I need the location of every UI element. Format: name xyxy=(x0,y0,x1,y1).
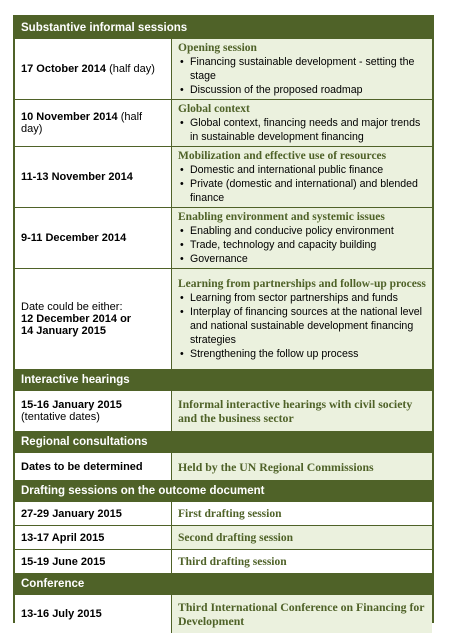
bullet-item: • Enabling and conducive policy environment xyxy=(178,224,426,238)
date-text: 13-16 July 2015 xyxy=(21,608,102,620)
bullet-list xyxy=(178,116,426,144)
date-cell xyxy=(15,147,172,207)
bullet-item: • Financing sustainable development - setting the stage xyxy=(178,55,426,83)
date-cell xyxy=(15,526,172,549)
table-row xyxy=(15,550,432,573)
date-prefix: Date could be either: xyxy=(21,301,123,313)
session-title: Third International Conference on Financing for Development xyxy=(178,600,425,628)
content-cell xyxy=(172,502,432,525)
section-header-row xyxy=(15,481,432,501)
section-header-row xyxy=(15,370,432,390)
date-cell xyxy=(15,269,172,369)
content-cell xyxy=(172,453,432,480)
session-title: Third drafting session xyxy=(178,555,287,568)
date-text: 9-11 December 2014 xyxy=(21,232,127,244)
bullet-item: • Trade, technology and capacity building xyxy=(178,238,426,252)
table-row xyxy=(15,526,432,549)
date-text: 10 November 2014 xyxy=(21,111,118,123)
date-cell xyxy=(15,502,172,525)
date-cell xyxy=(15,453,172,480)
content-cell xyxy=(172,595,432,633)
bullet-item: • Strengthening the follow up process xyxy=(178,347,426,361)
content-cell xyxy=(172,100,432,146)
content-cell xyxy=(172,526,432,549)
bullet-item: • Governance xyxy=(178,252,426,266)
session-title: Opening session xyxy=(178,42,257,54)
content-cell xyxy=(172,39,432,99)
section-header-row xyxy=(15,432,432,452)
date-text: 15-16 January 2015 xyxy=(21,399,122,411)
date-text: 13-17 April 2015 xyxy=(21,531,105,544)
session-title: Learning from partnerships and follow-up process xyxy=(178,278,426,290)
section-header-conference: Conference xyxy=(15,574,432,594)
table-row xyxy=(15,391,432,431)
content-cell xyxy=(172,391,432,431)
date-cell xyxy=(15,391,172,431)
date-note: (tentative dates) xyxy=(21,411,100,423)
bullet-list xyxy=(178,163,426,205)
bullet-item: • Private (domestic and international) and blended finance xyxy=(178,177,426,205)
session-title: Mobilization and effective use of resources xyxy=(178,150,387,162)
date-text: 27-29 January 2015 xyxy=(21,507,122,520)
schedule-table xyxy=(15,17,432,634)
section-header-substantive: Substantive informal sessions xyxy=(15,18,432,38)
bullet-list xyxy=(178,224,426,266)
bullet-item: • Discussion of the proposed roadmap xyxy=(178,83,426,97)
session-title: Enabling environment and systemic issues xyxy=(178,211,385,223)
date-text: 12 December 2014 or xyxy=(21,313,132,325)
table-row xyxy=(15,100,432,146)
table-row xyxy=(15,39,432,99)
date-cell xyxy=(15,39,172,99)
content-cell xyxy=(172,550,432,573)
session-title: Second drafting session xyxy=(178,531,294,544)
date-note: (half day) xyxy=(21,111,143,135)
content-cell xyxy=(172,147,432,207)
bullet-item: • Interplay of financing sources at the national level and national sustainable development financing strategies xyxy=(178,305,426,347)
session-title: Informal interactive hearings with civil society and the business sector xyxy=(178,397,413,425)
date-cell xyxy=(15,595,172,633)
table-row xyxy=(15,595,432,633)
bullet-item: • Domestic and international public finance xyxy=(178,163,426,177)
table-row xyxy=(15,208,432,268)
date-text: 14 January 2015 xyxy=(21,325,107,337)
session-title: Held by the UN Regional Commissions xyxy=(178,459,374,474)
table-row xyxy=(15,269,432,369)
table-row xyxy=(15,502,432,525)
table-row xyxy=(15,453,432,480)
section-header-drafting: Drafting sessions on the outcome document xyxy=(15,481,432,501)
table-row xyxy=(15,147,432,207)
section-header-row xyxy=(15,574,432,594)
date-cell xyxy=(15,100,172,146)
content-cell xyxy=(172,208,432,268)
date-text: 15-19 June 2015 xyxy=(21,555,106,568)
bullet-item: • Learning from sector partnerships and funds xyxy=(178,291,426,305)
session-title: First drafting session xyxy=(178,507,282,520)
section-header-row xyxy=(15,18,432,38)
section-header-hearings: Interactive hearings xyxy=(15,370,432,390)
date-note: (half day) xyxy=(109,63,155,75)
date-text: Dates to be determined xyxy=(21,460,143,473)
bullet-item: • Global context, financing needs and major trends in sustainable development financing xyxy=(178,116,426,144)
content-cell xyxy=(172,269,432,369)
date-cell xyxy=(15,550,172,573)
schedule-table-frame xyxy=(13,15,434,628)
date-text: 17 October 2014 xyxy=(21,63,106,75)
session-title: Global context xyxy=(178,103,250,115)
section-header-regional: Regional consultations xyxy=(15,432,432,452)
bullet-list xyxy=(178,291,426,361)
date-cell xyxy=(15,208,172,268)
date-text: 11-13 November 2014 xyxy=(21,171,133,183)
bullet-list xyxy=(178,55,426,97)
